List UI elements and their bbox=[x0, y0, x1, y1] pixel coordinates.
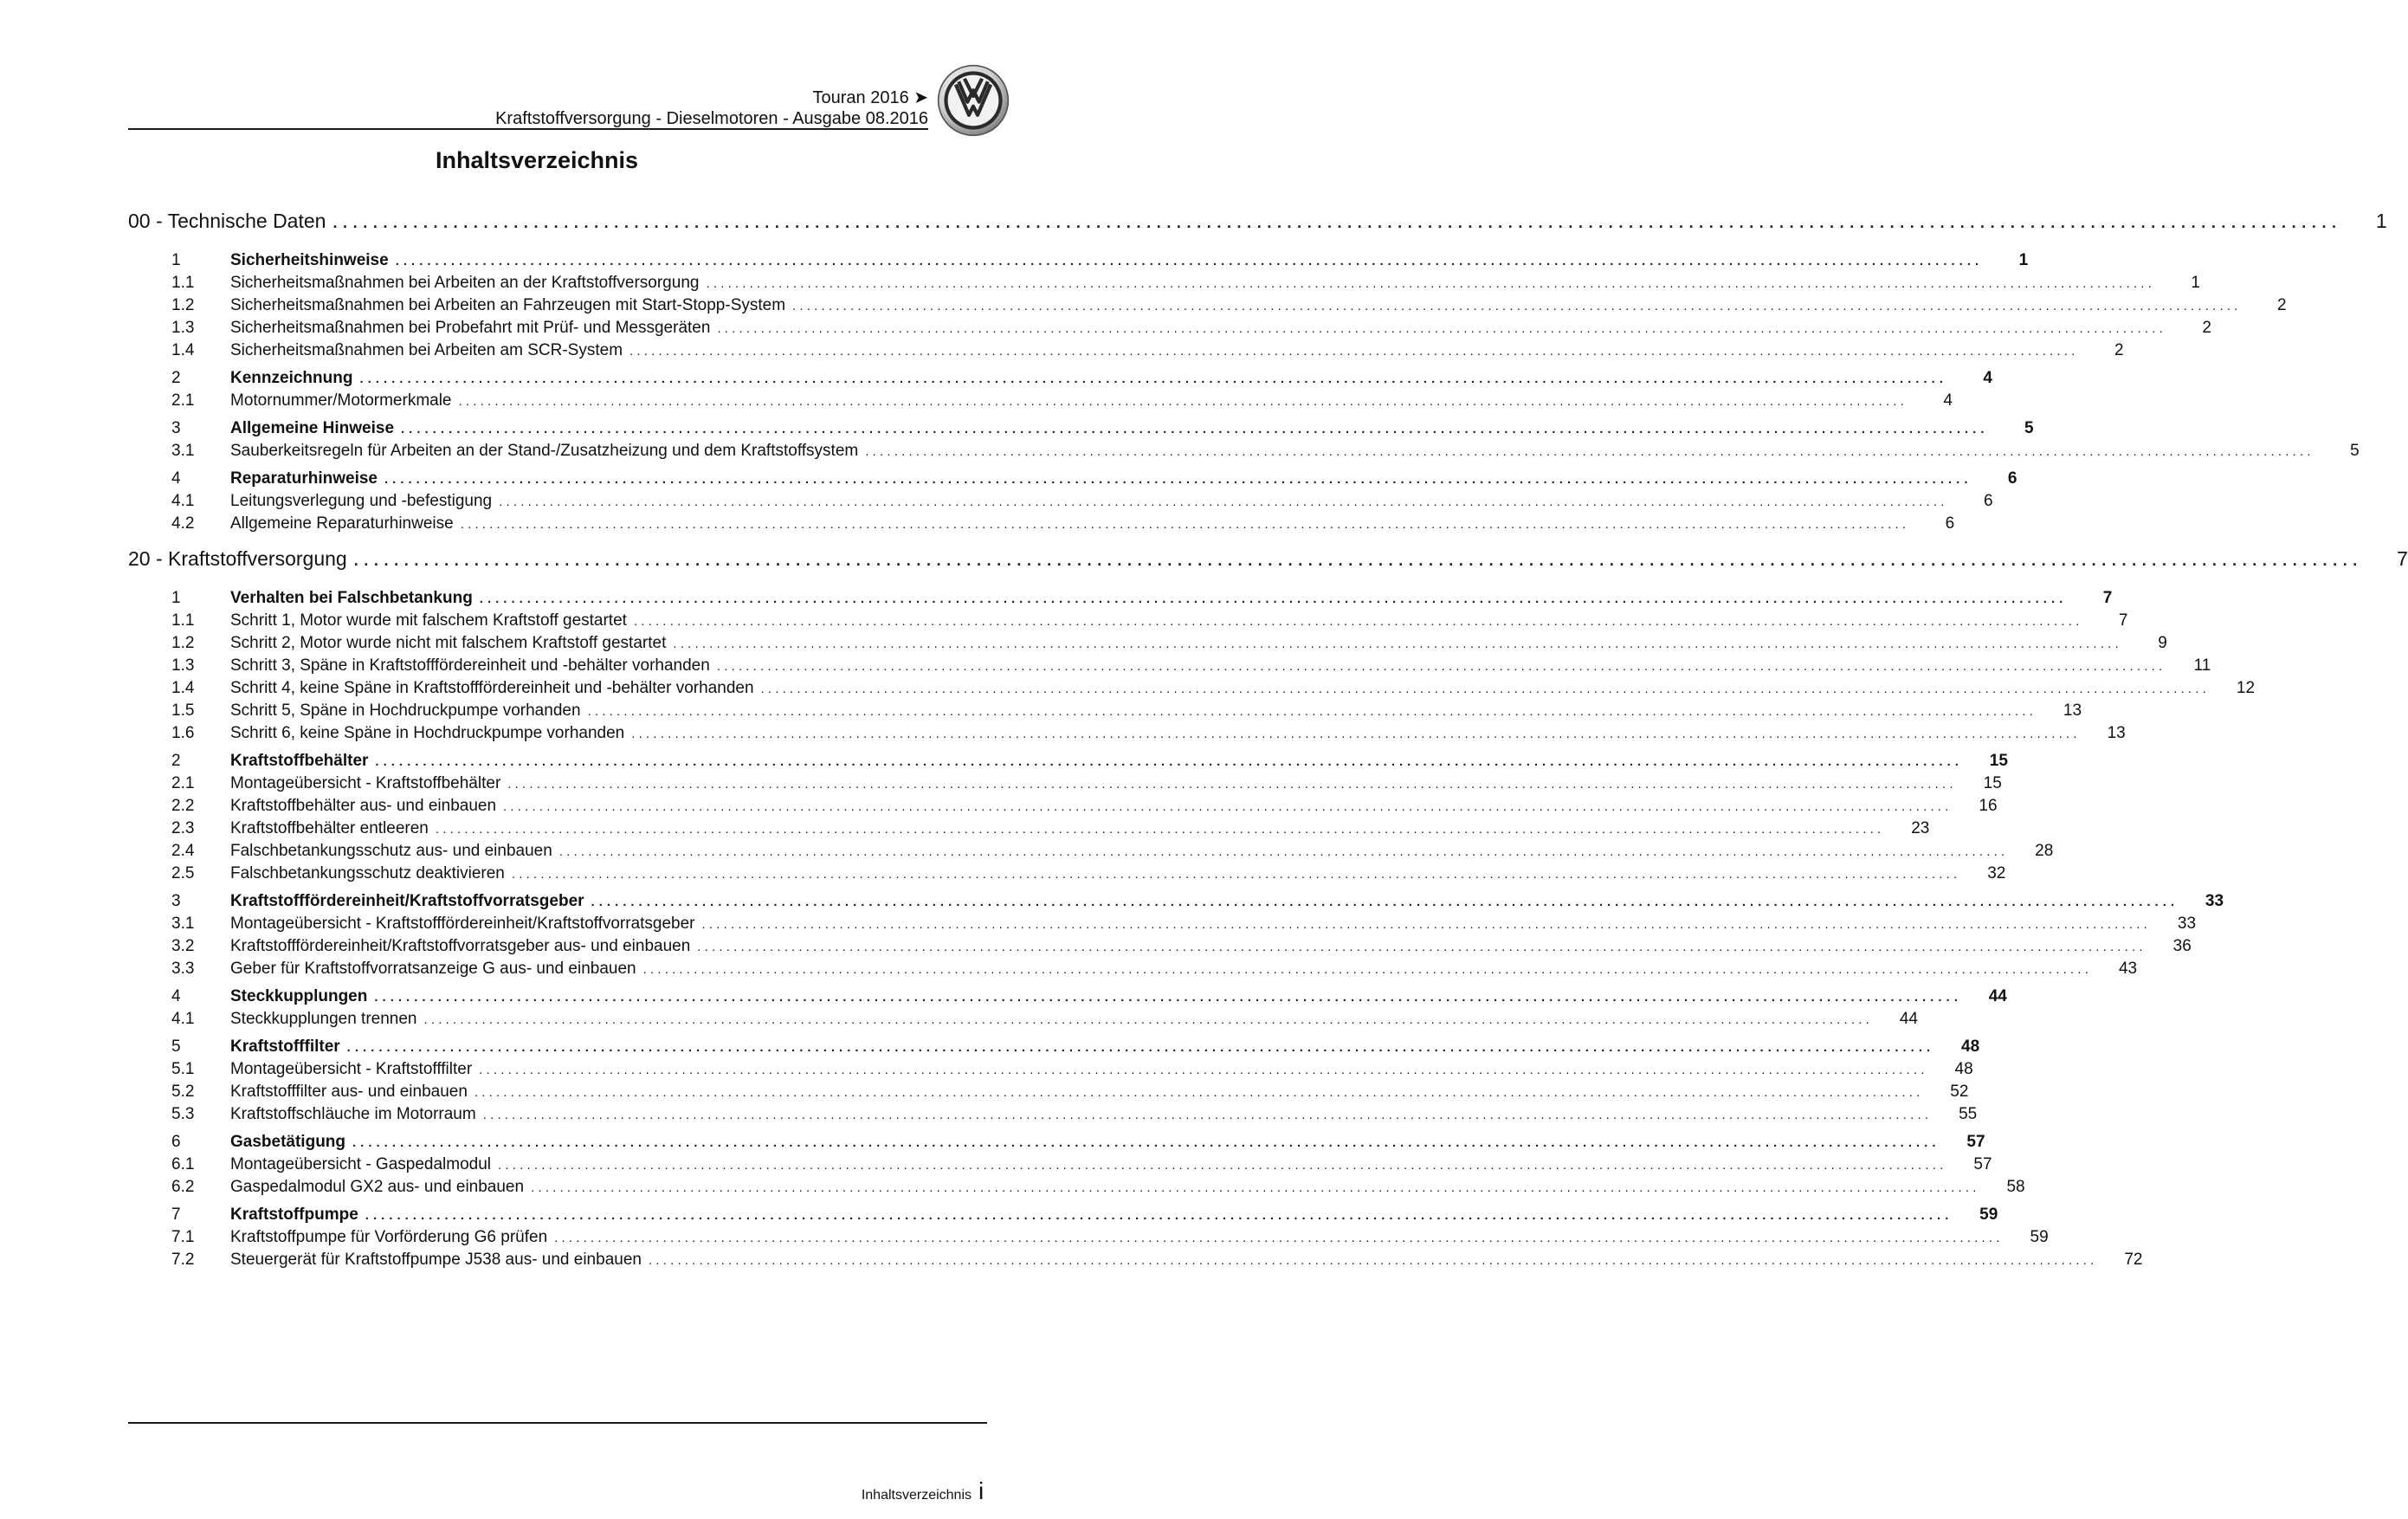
toc-subsection[interactable] bbox=[128, 1060, 1973, 1083]
toc-entry-number: 4 bbox=[171, 987, 181, 1005]
toc-entry-page: 4 bbox=[1983, 369, 1992, 387]
toc-entry-number: 1.4 bbox=[171, 341, 195, 359]
toc-leader-dots: ........................................................................................................................................................................................................ bbox=[642, 962, 2093, 977]
toc-leader-dots: ........................................................................................................................................................................................................ bbox=[717, 321, 2166, 336]
toc-entry-page: 2 bbox=[2276, 296, 2287, 314]
toc-entry-number: 3 bbox=[171, 892, 181, 910]
toc-chapter[interactable] bbox=[128, 210, 2387, 246]
toc-leader-dots: ........................................................................................................................................................................................................ bbox=[648, 1253, 2098, 1268]
toc-subsection[interactable] bbox=[128, 319, 2211, 341]
toc-entry-title: Falschbetankungsschutz deaktivieren bbox=[230, 864, 505, 882]
toc-entry-page: 1 bbox=[2018, 251, 2029, 269]
toc-entry-title: Sicherheitsmaßnahmen bei Arbeiten an Fahrzeugen mit Start-Stopp-System bbox=[230, 296, 786, 314]
toc-leader-dots: ........................................................................................................................................................................................................ bbox=[353, 552, 2363, 569]
toc-leader-dots: ........................................................................................................................................................................................................ bbox=[554, 1231, 2004, 1245]
toc-entry-title: Leitungsverlegung und -befestigung bbox=[230, 492, 493, 510]
toc-subsection[interactable] bbox=[128, 1155, 1992, 1178]
toc-entry-number: 2.2 bbox=[171, 797, 195, 815]
toc-entry-title: Kennzeichnung bbox=[230, 369, 353, 387]
toc-entry-number: 1 bbox=[171, 589, 181, 607]
toc-leader-dots: ........................................................................................................................................................................................................ bbox=[587, 704, 2037, 719]
toc-entry-title: Schritt 1, Motor wurde mit falschem Kraftstoff gestartet bbox=[230, 611, 627, 630]
toc-leader-dots: ........................................................................................................................................................................................................ bbox=[498, 1158, 1947, 1173]
toc-entry-page: 11 bbox=[2193, 656, 2211, 675]
toc-entry-page: 9 bbox=[2158, 634, 2167, 652]
toc-entry-page: 6 bbox=[1945, 514, 1955, 533]
toc-entry-page: 58 bbox=[2006, 1178, 2025, 1196]
toc-chapter[interactable] bbox=[128, 547, 2408, 584]
toc-leader-dots: ........................................................................................................................................................................................................ bbox=[401, 422, 1989, 436]
toc-entry-page: 44 bbox=[1899, 1010, 1918, 1028]
toc-subsection[interactable] bbox=[128, 634, 2167, 656]
toc-subsection[interactable] bbox=[128, 774, 2002, 797]
toc-entry-page: 28 bbox=[2035, 842, 2054, 860]
toc-entry-number: 1.3 bbox=[171, 319, 195, 337]
toc-entry-title: Kraftstoffbehälter entleeren bbox=[230, 819, 429, 837]
toc-entry-page: 7 bbox=[2102, 589, 2113, 607]
toc-leader-dots: ........................................................................................................................................................................................................ bbox=[374, 990, 1962, 1005]
toc-entry-number: 2 bbox=[171, 752, 181, 770]
footer-rule bbox=[128, 1422, 987, 1424]
toc-entry-page: 36 bbox=[2172, 937, 2192, 955]
toc-entry-number: 4.1 bbox=[171, 1010, 195, 1028]
toc-entry-page: 13 bbox=[2063, 701, 2082, 720]
toc-entry-number: 1.2 bbox=[171, 296, 195, 314]
toc-entry-number: 1.3 bbox=[171, 656, 195, 675]
toc-entry-page: 48 bbox=[1954, 1060, 1973, 1078]
toc-entry-title: Steckkupplungen bbox=[230, 987, 368, 1005]
toc-entry-number: 6.2 bbox=[171, 1178, 195, 1196]
toc-entry-page: 4 bbox=[1943, 391, 1953, 410]
toc-leader-dots: ........................................................................................................................................................................................................ bbox=[499, 494, 1948, 509]
toc-leader-dots: ........................................................................................................................................................................................................ bbox=[384, 472, 1972, 487]
toc-entry-number: 1.6 bbox=[171, 724, 195, 742]
toc-subsection[interactable] bbox=[128, 296, 2287, 319]
toc-entry-title: Reparaturhinweise bbox=[230, 469, 378, 488]
toc-subsection[interactable] bbox=[128, 611, 2128, 634]
toc-entry-title: Kraftstoffpumpe bbox=[230, 1206, 358, 1224]
toc-subsection[interactable] bbox=[128, 1251, 2143, 1273]
toc-entry-number: 1.1 bbox=[171, 274, 195, 292]
toc-subsection[interactable] bbox=[128, 915, 2197, 937]
toc-entry-title: Schritt 3, Späne in Kraftstofffördereinheit und -behälter vorhanden bbox=[230, 656, 710, 675]
toc-subsection[interactable] bbox=[128, 842, 2054, 864]
toc-entry-title: Kraftstofffilter aus- und einbauen bbox=[230, 1083, 468, 1101]
toc-leader-dots: ........................................................................................................................................................................................................ bbox=[507, 777, 1957, 792]
toc-leader-dots: ........................................................................................................................................................................................................ bbox=[629, 344, 2079, 359]
table-of-contents bbox=[128, 210, 2408, 1273]
toc-entry-title: Sicherheitsmaßnahmen bei Arbeiten an der Kraftstoffversorgung bbox=[230, 274, 700, 292]
toc-leader-dots: ........................................................................................................................................................................................................ bbox=[346, 1040, 1935, 1055]
toc-section[interactable] bbox=[128, 892, 2224, 915]
toc-entry-number: 2 bbox=[171, 369, 181, 387]
toc-entry-page: 1 bbox=[2191, 274, 2200, 292]
toc-subsection[interactable] bbox=[128, 391, 1953, 414]
toc-entry-number: 5.3 bbox=[171, 1105, 195, 1123]
toc-section[interactable] bbox=[128, 1206, 1998, 1228]
toc-section[interactable] bbox=[128, 987, 2007, 1010]
toc-entry-title: Kraftstofffördereinheit/Kraftstoffvorratsgeber aus- und einbauen bbox=[230, 937, 691, 955]
toc-entry-title: Kraftstofffördereinheit/Kraftstoffvorratsgeber bbox=[230, 892, 584, 910]
toc-entry-title: Sicherheitshinweise bbox=[230, 251, 389, 269]
toc-entry-page: 72 bbox=[2124, 1251, 2143, 1269]
toc-leader-dots: ........................................................................................................................................................................................................ bbox=[716, 659, 2166, 674]
toc-entry-title: 00 - Technische Daten bbox=[128, 210, 326, 232]
toc-entry-title: Allgemeine Hinweise bbox=[230, 419, 395, 437]
toc-entry-page: 7 bbox=[2118, 611, 2128, 630]
toc-entry-page: 6 bbox=[2007, 469, 2017, 488]
toc-entry-number: 7.2 bbox=[171, 1251, 195, 1269]
toc-entry-title: Gasbetätigung bbox=[230, 1133, 346, 1151]
toc-entry-page: 48 bbox=[1961, 1037, 1980, 1056]
toc-entry-title: Motornummer/Motormerkmale bbox=[230, 391, 452, 410]
toc-leader-dots: ........................................................................................................................................................................................................ bbox=[503, 799, 1953, 814]
toc-entry-page: 33 bbox=[2177, 915, 2197, 933]
header-subtitle: Kraftstoffversorgung - Dieselmotoren - Ausgabe 08.2016 bbox=[495, 109, 928, 128]
toc-entry-number: 2.3 bbox=[171, 819, 195, 837]
toc-entry-title: Kraftstofffilter bbox=[230, 1037, 340, 1056]
toc-leader-dots: ........................................................................................................................................................................................................ bbox=[375, 754, 1963, 769]
toc-entry-title: Gaspedalmodul GX2 aus- und einbauen bbox=[230, 1178, 525, 1196]
toc-entry-page: 52 bbox=[1950, 1083, 1969, 1101]
toc-leader-dots: ........................................................................................................................................................................................................ bbox=[365, 1208, 1953, 1223]
toc-entry-number: 6.1 bbox=[171, 1155, 195, 1173]
vw-logo-icon bbox=[937, 64, 1010, 137]
toc-entry-title: Geber für Kraftstoffvorratsanzeige G aus- und einbauen bbox=[230, 960, 636, 978]
toc-entry-page: 44 bbox=[1988, 987, 2007, 1005]
toc-subsection[interactable] bbox=[128, 514, 1955, 537]
toc-entry-page: 7 bbox=[2397, 547, 2408, 570]
toc-subsection[interactable] bbox=[128, 960, 2138, 982]
toc-subsection[interactable] bbox=[128, 1105, 1978, 1128]
header-rule bbox=[128, 128, 928, 130]
toc-entry-number: 2.5 bbox=[171, 864, 195, 882]
toc-section[interactable] bbox=[128, 589, 2113, 611]
toc-entry-title: Allgemeine Reparaturhinweise bbox=[230, 514, 454, 533]
toc-leader-dots: ........................................................................................................................................................................................................ bbox=[673, 637, 2122, 651]
toc-leader-dots: ........................................................................................................................................................................................................ bbox=[460, 517, 1910, 532]
toc-leader-dots: ........................................................................................................................................................................................................ bbox=[479, 1063, 1928, 1077]
toc-entry-page: 16 bbox=[1979, 797, 1998, 815]
toc-leader-dots: ........................................................................................................................................................................................................ bbox=[352, 1135, 1940, 1150]
toc-entry-page: 32 bbox=[1987, 864, 2006, 882]
toc-leader-dots: ........................................................................................................................................................................................................ bbox=[697, 940, 2147, 954]
toc-section[interactable] bbox=[128, 1037, 1980, 1060]
toc-entry-page: 6 bbox=[1984, 492, 1993, 510]
toc-entry-number: 3 bbox=[171, 419, 181, 437]
toc-entry-number: 6 bbox=[171, 1133, 181, 1151]
toc-subsection[interactable] bbox=[128, 724, 2126, 747]
toc-subsection[interactable] bbox=[128, 1178, 2025, 1200]
toc-entry-number: 5.1 bbox=[171, 1060, 195, 1078]
toc-entry-number: 2.1 bbox=[171, 391, 195, 410]
toc-leader-dots: ........................................................................................................................................................................................................ bbox=[792, 299, 2242, 313]
toc-entry-number: 3.1 bbox=[171, 442, 195, 460]
toc-entry-page: 59 bbox=[2030, 1228, 2049, 1246]
footer-label: Inhaltsverzeichnis bbox=[861, 1488, 972, 1503]
toc-entry-page: 5 bbox=[2350, 442, 2360, 460]
toc-subsection[interactable] bbox=[128, 341, 2124, 364]
toc-entry-title: Schritt 5, Späne in Hochdruckpumpe vorhanden bbox=[230, 701, 581, 720]
toc-entry-title: Sicherheitsmaßnahmen bei Arbeiten am SCR-System bbox=[230, 341, 623, 359]
toc-leader-dots: ........................................................................................................................................................................................................ bbox=[359, 372, 1947, 386]
toc-leader-dots: ........................................................................................................................................................................................................ bbox=[760, 682, 2211, 696]
toc-subsection[interactable] bbox=[128, 1010, 1918, 1032]
toc-leader-dots: ........................................................................................................................................................................................................ bbox=[706, 276, 2155, 291]
toc-entry-number: 2.1 bbox=[171, 774, 195, 792]
toc-entry-title: Schritt 6, keine Späne in Hochdruckpumpe vorhanden bbox=[230, 724, 625, 742]
toc-entry-number: 4.1 bbox=[171, 492, 195, 510]
toc-entry-page: 12 bbox=[2236, 679, 2256, 697]
toc-leader-dots: ........................................................................................................................................................................................................ bbox=[511, 867, 1961, 882]
toc-entry-number: 3.2 bbox=[171, 937, 195, 955]
toc-entry-number: 4 bbox=[171, 469, 181, 488]
toc-entry-title: Montageübersicht - Kraftstofffilter bbox=[230, 1060, 473, 1078]
toc-entry-page: 57 bbox=[1966, 1133, 1985, 1151]
toc-entry-title: Sauberkeitsregeln für Arbeiten an der Stand-/Zusatzheizung und dem Kraftstoffsystem bbox=[230, 442, 859, 460]
toc-leader-dots: ........................................................................................................................................................................................................ bbox=[474, 1085, 1924, 1100]
toc-entry-page: 5 bbox=[2024, 419, 2034, 437]
toc-entry-number: 7.1 bbox=[171, 1228, 195, 1246]
toc-leader-dots: ........................................................................................................................................................................................................ bbox=[558, 844, 2009, 859]
toc-subsection[interactable] bbox=[128, 492, 1993, 514]
toc-entry-title: Kraftstoffbehälter aus- und einbauen bbox=[230, 797, 497, 815]
toc-subsection[interactable] bbox=[128, 797, 1998, 819]
toc-entry-page: 15 bbox=[1983, 774, 2002, 792]
toc-section[interactable] bbox=[128, 469, 2017, 492]
toc-entry-number: 3.1 bbox=[171, 915, 195, 933]
toc-entry-number: 1.1 bbox=[171, 611, 195, 630]
toc-entry-title: Steuergerät für Kraftstoffpumpe J538 aus- und einbauen bbox=[230, 1251, 642, 1269]
toc-entry-number: 1.5 bbox=[171, 701, 195, 720]
toc-entry-title: Verhalten bei Falschbetankung bbox=[230, 589, 473, 607]
toc-entry-page: 55 bbox=[1959, 1105, 1978, 1123]
toc-leader-dots: ........................................................................................................................................................................................................ bbox=[633, 614, 2083, 629]
toc-entry-title: Sicherheitsmaßnahmen bei Probefahrt mit Prüf- und Messgeräten bbox=[230, 319, 711, 337]
toc-entry-number: 1.4 bbox=[171, 679, 195, 697]
toc-entry-number: 3.3 bbox=[171, 960, 195, 978]
toc-leader-dots: ........................................................................................................................................................................................................ bbox=[531, 1180, 1980, 1195]
toc-section[interactable] bbox=[128, 369, 1992, 391]
toc-subsection[interactable] bbox=[128, 442, 2360, 464]
toc-subsection[interactable] bbox=[128, 274, 2200, 296]
toc-entry-page: 43 bbox=[2118, 960, 2138, 978]
header-model: Touran 2016 ➤ bbox=[812, 88, 928, 107]
toc-leader-dots: ........................................................................................................................................................................................................ bbox=[865, 444, 2314, 459]
toc-entry-title: Schritt 4, keine Späne in Kraftstofffördereinheit und -behälter vorhanden bbox=[230, 679, 754, 697]
footer-page-number: i bbox=[978, 1477, 985, 1504]
page-title: Inhaltsverzeichnis bbox=[435, 147, 639, 173]
toc-leader-dots: ........................................................................................................................................................................................................ bbox=[435, 822, 1885, 837]
toc-section[interactable] bbox=[128, 419, 2034, 442]
toc-entry-title: Kraftstoffpumpe für Vorförderung G6 prüfen bbox=[230, 1228, 548, 1246]
toc-entry-page: 1 bbox=[2375, 210, 2387, 232]
toc-entry-title: Montageübersicht - Kraftstofffördereinheit/Kraftstoffvorratsgeber bbox=[230, 915, 695, 933]
toc-entry-page: 2 bbox=[2202, 319, 2211, 337]
toc-entry-number: 1.2 bbox=[171, 634, 195, 652]
toc-entry-page: 57 bbox=[1973, 1155, 1992, 1173]
toc-subsection[interactable] bbox=[128, 656, 2211, 679]
toc-entry-title: Steckkupplungen trennen bbox=[230, 1010, 417, 1028]
toc-leader-dots: ........................................................................................................................................................................................................ bbox=[591, 895, 2179, 909]
toc-leader-dots: ........................................................................................................................................................................................................ bbox=[458, 394, 1908, 409]
toc-entry-title: Montageübersicht - Kraftstoffbehälter bbox=[230, 774, 501, 792]
toc-entry-page: 13 bbox=[2107, 724, 2126, 742]
toc-leader-dots: ........................................................................................................................................................................................................ bbox=[482, 1108, 1933, 1122]
toc-leader-dots: ........................................................................................................................................................................................................ bbox=[479, 591, 2068, 606]
toc-subsection[interactable] bbox=[128, 864, 2006, 887]
toc-entry-title: 20 - Kraftstoffversorgung bbox=[128, 547, 347, 570]
toc-section[interactable] bbox=[128, 752, 2008, 774]
toc-subsection[interactable] bbox=[128, 679, 2256, 701]
toc-section[interactable] bbox=[128, 251, 2029, 274]
toc-subsection[interactable] bbox=[128, 819, 1930, 842]
toc-leader-dots: ........................................................................................................................................................................................................ bbox=[395, 254, 1984, 268]
toc-subsection[interactable] bbox=[128, 1228, 2049, 1251]
toc-leader-dots: ........................................................................................................................................................................................................ bbox=[332, 214, 2342, 231]
toc-entry-page: 33 bbox=[2205, 892, 2224, 910]
toc-entry-title: Schritt 2, Motor wurde nicht mit falschem Kraftstoff gestartet bbox=[230, 634, 667, 652]
toc-leader-dots: ........................................................................................................................................................................................................ bbox=[423, 1012, 1873, 1027]
toc-entry-page: 2 bbox=[2114, 341, 2124, 359]
toc-subsection[interactable] bbox=[128, 937, 2192, 960]
toc-subsection[interactable] bbox=[128, 701, 2082, 724]
toc-entry-number: 5.2 bbox=[171, 1083, 195, 1101]
toc-entry-number: 4.2 bbox=[171, 514, 195, 533]
toc-entry-title: Montageübersicht - Gaspedalmodul bbox=[230, 1155, 492, 1173]
toc-entry-title: Kraftstoffschläuche im Motorraum bbox=[230, 1105, 476, 1123]
toc-entry-title: Kraftstoffbehälter bbox=[230, 752, 369, 770]
toc-entry-title: Falschbetankungsschutz aus- und einbauen bbox=[230, 842, 552, 860]
toc-leader-dots: ........................................................................................................................................................................................................ bbox=[631, 727, 2081, 741]
toc-entry-number: 2.4 bbox=[171, 842, 195, 860]
toc-entry-number: 7 bbox=[171, 1206, 181, 1224]
toc-entry-number: 1 bbox=[171, 251, 181, 269]
toc-entry-page: 15 bbox=[1989, 752, 2008, 770]
toc-leader-dots: ........................................................................................................................................................................................................ bbox=[701, 917, 2152, 932]
toc-section[interactable] bbox=[128, 1133, 1985, 1155]
toc-entry-page: 59 bbox=[1979, 1206, 1998, 1224]
toc-entry-page: 23 bbox=[1911, 819, 1930, 837]
toc-entry-number: 5 bbox=[171, 1037, 181, 1056]
toc-subsection[interactable] bbox=[128, 1083, 1969, 1105]
